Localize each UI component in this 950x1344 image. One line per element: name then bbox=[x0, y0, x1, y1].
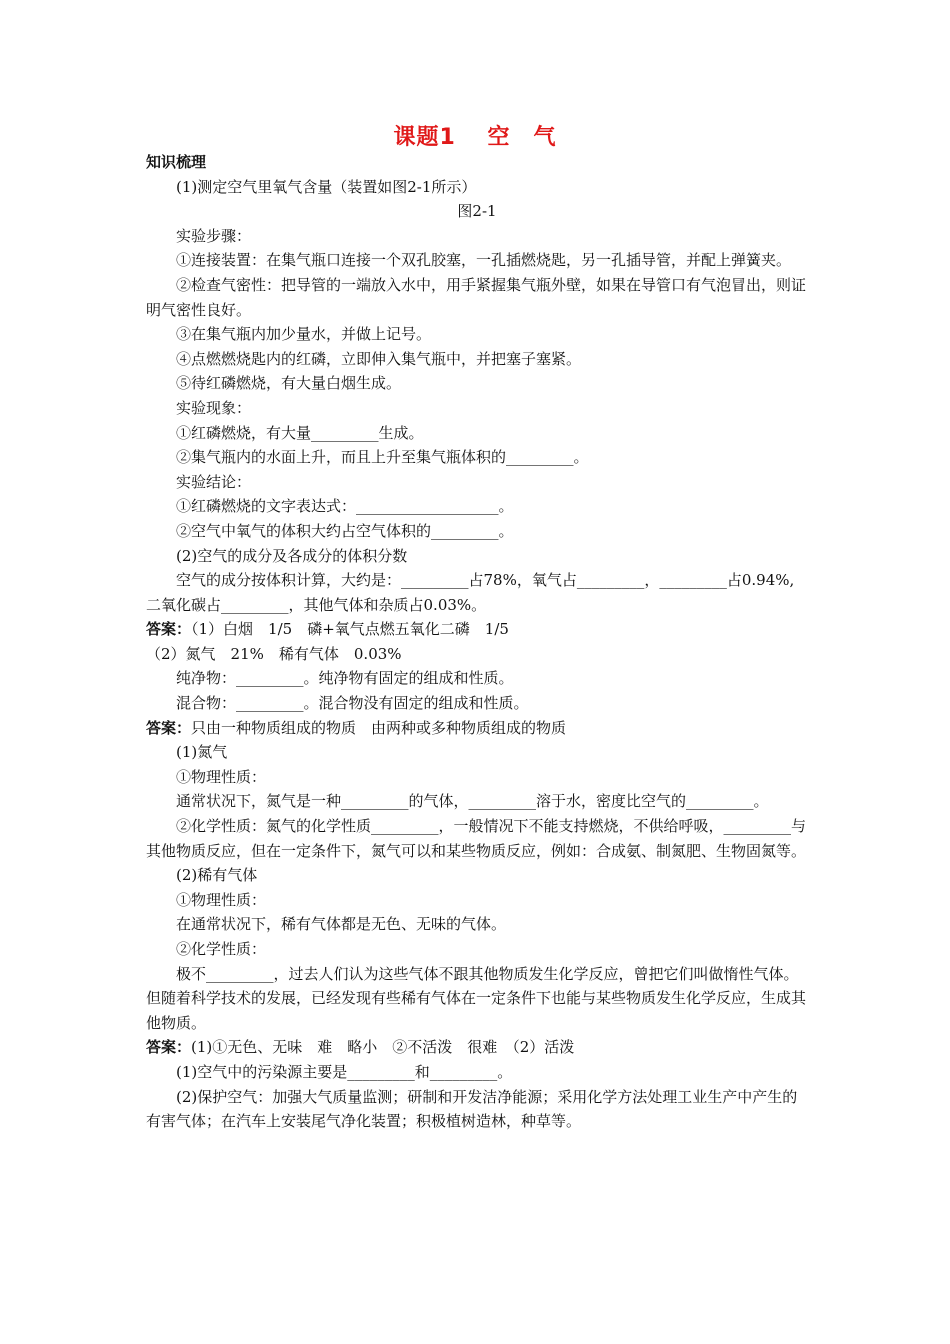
paragraph: 实验现象： bbox=[176, 398, 252, 417]
paragraph: 混合物：_________。混合物没有固定的组成和性质。 bbox=[176, 694, 529, 713]
paragraph: (1)空气中的污染源主要是_________和_________。 bbox=[176, 1062, 513, 1081]
paragraph: 通常状况下，氮气是一种_________的气体，_________溶于水，密度比空气的_________。 bbox=[176, 792, 769, 811]
paragraph: ④点燃燃烧匙内的红磷，立即伸入集气瓶中，并把塞子塞紧。 bbox=[176, 349, 582, 368]
paragraph: 极不_________，过去人们认为这些气体不跟其他物质发生化学反应，曾把它们叫做惰性气体。但随着科学技术的发展，已经发现有些稀有气体在一定条件下也能与某些物质发生化学反应，生成其他物质。 bbox=[146, 964, 807, 1032]
paragraph: 实验步骤： bbox=[176, 226, 252, 245]
paragraph: (2)空气的成分及各成分的体积分数 bbox=[176, 546, 408, 565]
answer-label: 答案： bbox=[146, 620, 192, 639]
answer-label: 答案： bbox=[146, 718, 192, 737]
paragraph: ②空气中氧气的体积大约占空气体积的_________。 bbox=[176, 521, 514, 540]
answer-text: 只由一种物质组成的物质 由两种或多种物质组成的物质 bbox=[191, 718, 567, 737]
paragraph: ③在集气瓶内加少量水，并做上记号。 bbox=[176, 325, 432, 344]
paragraph: 实验结论： bbox=[176, 472, 252, 491]
paragraph: ②集气瓶内的水面上升，而且上升至集气瓶体积的_________。 bbox=[176, 448, 589, 467]
answer-text: (1)①无色、无味 难 略小 ②不活泼 很难 （2）活泼 bbox=[191, 1038, 575, 1057]
paragraph: 空气的成分按体积计算，大约是：_________占78%，氧气占_________，_________占0.94%,二氧化碳占_________，其他气体和杂质占0.03%。 bbox=[146, 571, 795, 614]
paragraph: ①红磷燃烧，有大量_________生成。 bbox=[176, 423, 424, 442]
paragraph: (1)氮气 bbox=[176, 743, 228, 762]
paragraph: ①物理性质： bbox=[176, 767, 267, 786]
document-body bbox=[146, 150, 808, 1134]
paragraph: (1)测定空气里氧气含量（装置如图2-1所示） bbox=[176, 177, 477, 196]
answer-block bbox=[146, 716, 808, 741]
paragraph: ①连接装置：在集气瓶口连接一个双孔胶塞，一孔插燃烧匙，另一孔插导管，并配上弹簧夹。 bbox=[176, 251, 792, 270]
section-heading: 知识梳理 bbox=[146, 153, 207, 171]
paragraph: ②检查气密性：把导管的一端放入水中，用手紧握集气瓶外壁，如果在导管口有气泡冒出，则证明气密性良好。 bbox=[146, 275, 807, 319]
answer-block bbox=[146, 617, 808, 642]
answer-text-line2: （2）氮气 21% 稀有气体 0.03% bbox=[146, 644, 402, 663]
paragraph: ①物理性质： bbox=[176, 890, 267, 909]
answer-label: 答案： bbox=[146, 1038, 192, 1057]
paragraph: 在通常状况下，稀有气体都是无色、无味的气体。 bbox=[176, 915, 507, 934]
answer-block bbox=[146, 1035, 808, 1060]
figure-caption: 图2-1 bbox=[457, 202, 497, 221]
page-title: 课题1 空 气 bbox=[393, 125, 557, 150]
paragraph: ⑤待红磷燃烧，有大量白烟生成。 bbox=[176, 374, 402, 393]
answer-text: （1）白烟 1/5 磷+氧气点燃五氧化二磷 1/5 bbox=[191, 620, 509, 639]
paragraph: (2)保护空气：加强大气质量监测；研制和开发洁净能源；采用化学方法处理工业生产中产生的有害气体；在汽车上安装尾气净化装置；积极植树造林，种草等。 bbox=[146, 1087, 798, 1131]
paragraph: 纯净物：_________。纯净物有固定的组成和性质。 bbox=[176, 669, 514, 688]
paragraph: ①红磷燃烧的文字表达式：___________________。 bbox=[176, 497, 514, 516]
paragraph: (2)稀有气体 bbox=[176, 866, 258, 885]
paragraph: ②化学性质：氮气的化学性质_________，一般情况下不能支持燃烧，不供给呼吸，_________与其他物质反应，但在一定条件下，氮气可以和某些物质反应，例如：合成氨、制氮肥、生物固氮等。 bbox=[146, 817, 807, 860]
paragraph: ②化学性质： bbox=[176, 940, 267, 958]
